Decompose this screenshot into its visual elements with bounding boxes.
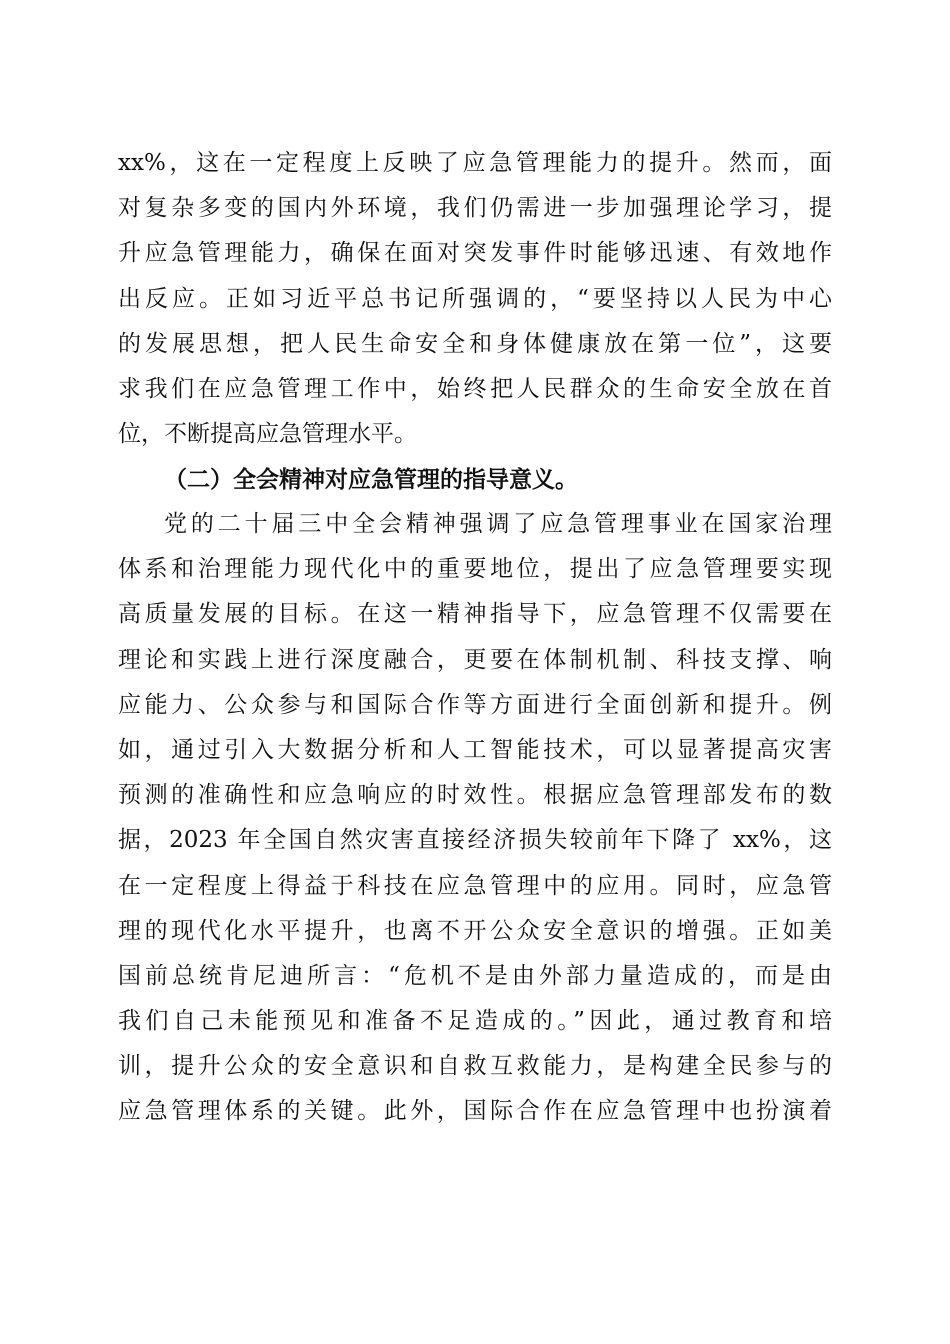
paragraph-line: 理论和实践上进行深度融合，更要在体制机制、科技支撑、响 xyxy=(118,646,832,673)
paragraph-line: 国前总统肯尼迪所言：“危机不是由外部力量造成的，而是由 xyxy=(118,962,832,989)
paragraph-continuation xyxy=(118,141,832,457)
paragraph-line: 据，2023 年全国自然灾害直接经济损失较前年下降了 xx%，这 xyxy=(118,827,832,854)
paragraph-line: 位，不断提高应急管理水平。 xyxy=(118,421,417,448)
paragraph-line: xx%，这在一定程度上反映了应急管理能力的提升。然而，面 xyxy=(118,150,832,176)
paragraph-line: 求我们在应急管理工作中，始终把人民群众的生命安全放在首 xyxy=(118,375,832,402)
paragraph-line: 训，提升公众的安全意识和自救互救能力，是构建全民参与的 xyxy=(118,1053,832,1080)
paragraph-line: 理的现代化水平提升，也离不开公众安全意识的增强。正如美 xyxy=(118,917,832,944)
paragraph-line: 升应急管理能力，确保在面对突发事件时能够迅速、有效地作 xyxy=(118,240,832,267)
paragraph-line: 体系和治理能力现代化中的重要地位，提出了应急管理要实现 xyxy=(118,556,832,583)
paragraph-line: 预测的准确性和应急响应的时效性。根据应急管理部发布的数 xyxy=(118,782,832,809)
paragraph-line: 出反应。正如习近平总书记所强调的，“要坚持以人民为中心 xyxy=(118,285,832,312)
paragraph-line: 的发展思想，把人民生命安全和身体健康放在第一位”，这要 xyxy=(118,330,832,357)
paragraph-line: 如，通过引入大数据分析和人工智能技术，可以显著提高灾害 xyxy=(118,736,832,763)
paragraph-line: 应急管理体系的关键。此外，国际合作在应急管理中也扮演着 xyxy=(118,1098,832,1125)
paragraph-line: 对复杂多变的国内外环境，我们仍需进一步加强理论学习，提 xyxy=(118,195,832,222)
paragraph-guidance xyxy=(118,502,832,1135)
paragraph-line: 党的二十届三中全会精神强调了应急管理事业在国家治理 xyxy=(164,511,832,537)
paragraph-line: 高质量发展的目标。在这一精神指导下，应急管理不仅需要在 xyxy=(118,601,832,628)
paragraph-line: 在一定程度上得益于科技在应急管理中的应用。同时，应急管 xyxy=(118,872,832,899)
paragraph-line: 应能力、公众参与和国际合作等方面进行全面创新和提升。例 xyxy=(118,691,832,718)
paragraph-line: 我们自己未能预见和准备不足造成的。”因此，通过教育和培 xyxy=(118,1008,832,1035)
section-heading: （二）全会精神对应急管理的指导意义。 xyxy=(164,466,578,493)
